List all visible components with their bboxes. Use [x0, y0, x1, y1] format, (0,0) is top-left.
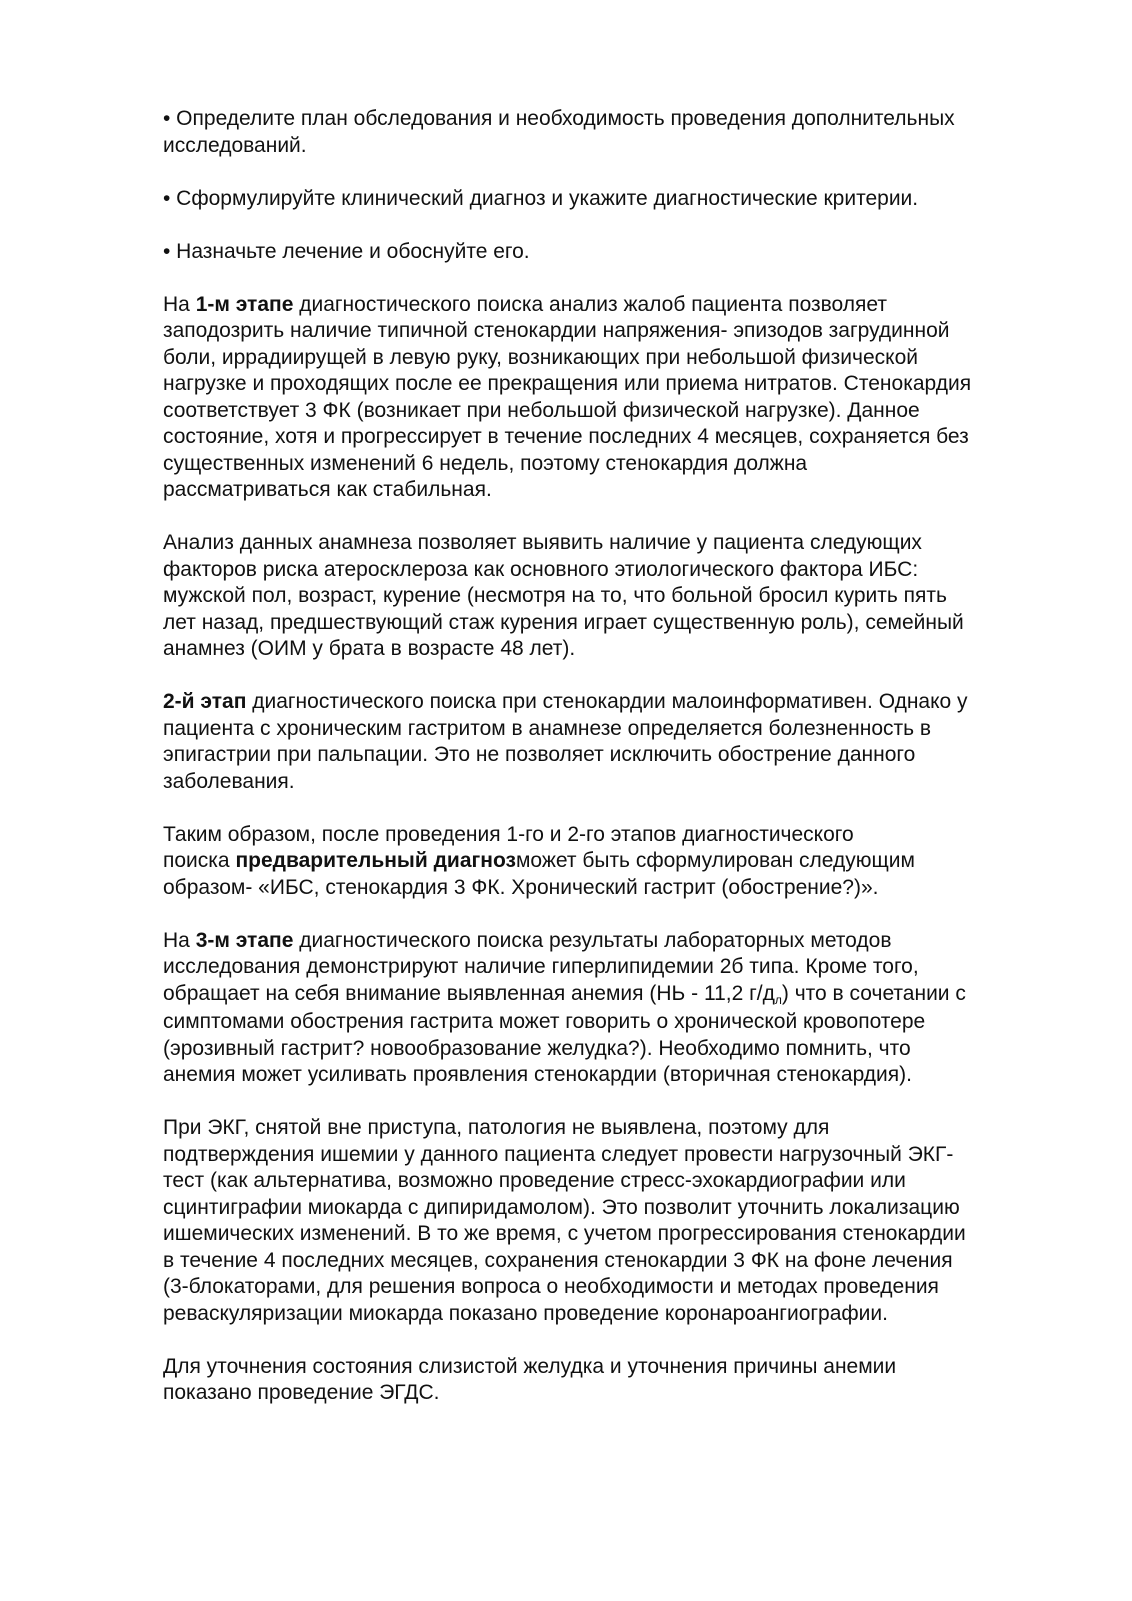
paragraph-anamnesis: Анализ данных анамнеза позволяет выявить наличие у пациента следующих факторов риска атеросклероза как основного этиологического фактора ИБС: мужской пол, возраст, курение (несмотря на то, что больной бросил курить пять лет назад, предшествующий стаж курения играет существенную роль), семейный анамнез (ОИМ у брата в возрасте 48 лет).	[163, 531, 964, 660]
paragraph-egds: Для уточнения состояния слизистой желудка и уточнения причины анемии показано проведение ЭГДС.	[163, 1354, 897, 1404]
prelim-heading: предварительный диагноз	[235, 849, 516, 872]
stage-2-text: диагностического поиска при стенокардии малоинформативен. Однако у пациента с хроническим гастритом в анамнезе определяется болезненность в эпигастрии при пальпации. Это не позволяет исключить обострение данного заболевания.	[163, 690, 968, 793]
stage-3-subscript: л	[774, 992, 782, 1007]
prelim-prefix: Таким образом, после проведения 1-го и 2-го этапов диагностического поиска	[163, 822, 854, 872]
stage-3-prefix: На	[163, 928, 196, 952]
stage-3-text-before: диагностического поиска результаты лабораторных методов исследования демонстрируют наличие гиперлипидемии 2б типа. Кроме того, обращает на себя внимание выявленная анемия (НЬ - 11,2 г/д	[163, 928, 919, 1005]
bullet-diagnosis: • Сформулируйте клинический диагноз и укажите диагностические критерии.	[163, 186, 919, 210]
paragraph-stage-2	[163, 689, 1063, 795]
stage-1-text: диагностического поиска анализ жалоб пациента позволяет заподозрить наличие типичной стенокардии напряжения- эпизодов загрудинной боли, иррадиирущей в левую руку, возникающих при небольшой физической нагрузке и проходящих после ее прекращения или приема нитратов. Стенокардия соответствует 3 ФК (возникает при небольшой физической нагрузке). Данное состояние, хотя и прогрессирует в течение последних 4 месяцев, сохраняется без существенных изменений 6 недель, поэтому стенокардия должна рассматриваться как стабильная.	[163, 292, 972, 501]
document-page	[163, 106, 1063, 1433]
stage-1-prefix: На	[163, 292, 196, 316]
stage-3-text-after: ) что в сочетании с симптомами обострения гастрита может говорить о хронической кровопотере (эрозивный гастрит? новообразование желудка?). Необходимо помнить, что анемия может усиливать проявления стенокардии (вторичная стенокардия).	[163, 981, 966, 1086]
stage-3-heading: 3-м этапе	[195, 928, 294, 952]
stage-1-heading: 1-м этапе	[195, 292, 294, 316]
paragraph-stage-1	[163, 292, 1063, 504]
prelim-text: может быть сформулирован следующим образом- «ИБС, стенокардия 3 ФК. Хронический гастрит (обострение?)».	[163, 849, 915, 899]
bullet-exam-plan: • Определите план обследования и необходимость проведения дополнительных исследований.	[163, 107, 955, 157]
paragraph-stage-3	[163, 928, 1063, 1089]
paragraph-ecg: При ЭКГ, снятой вне приступа, патология не выявлена, поэтому для подтверждения ишемии у данного пациента следует провести нагрузочный ЭКГ- тест (как альтернатива, возможно проведение стресс-эхокардиографии или сцинтиграфии миокарда с дипиридамолом). Это позволит уточнить локализацию ишемических изменений. В то же время, с учетом прогрессирования стенокардии в течение 4 последних месяцев, сохранения стенокардии 3 ФК на фоне лечения (3-блокаторами, для решения вопроса о необходимости и методах проведения реваскуляризации миокарда показано проведение коронароангиографии.	[163, 1116, 966, 1325]
stage-2-heading: 2-й этап	[163, 690, 247, 713]
paragraph-preliminary-diagnosis	[163, 822, 1063, 902]
bullet-treatment: • Назначьте лечение и обоснуйте его.	[163, 239, 530, 263]
